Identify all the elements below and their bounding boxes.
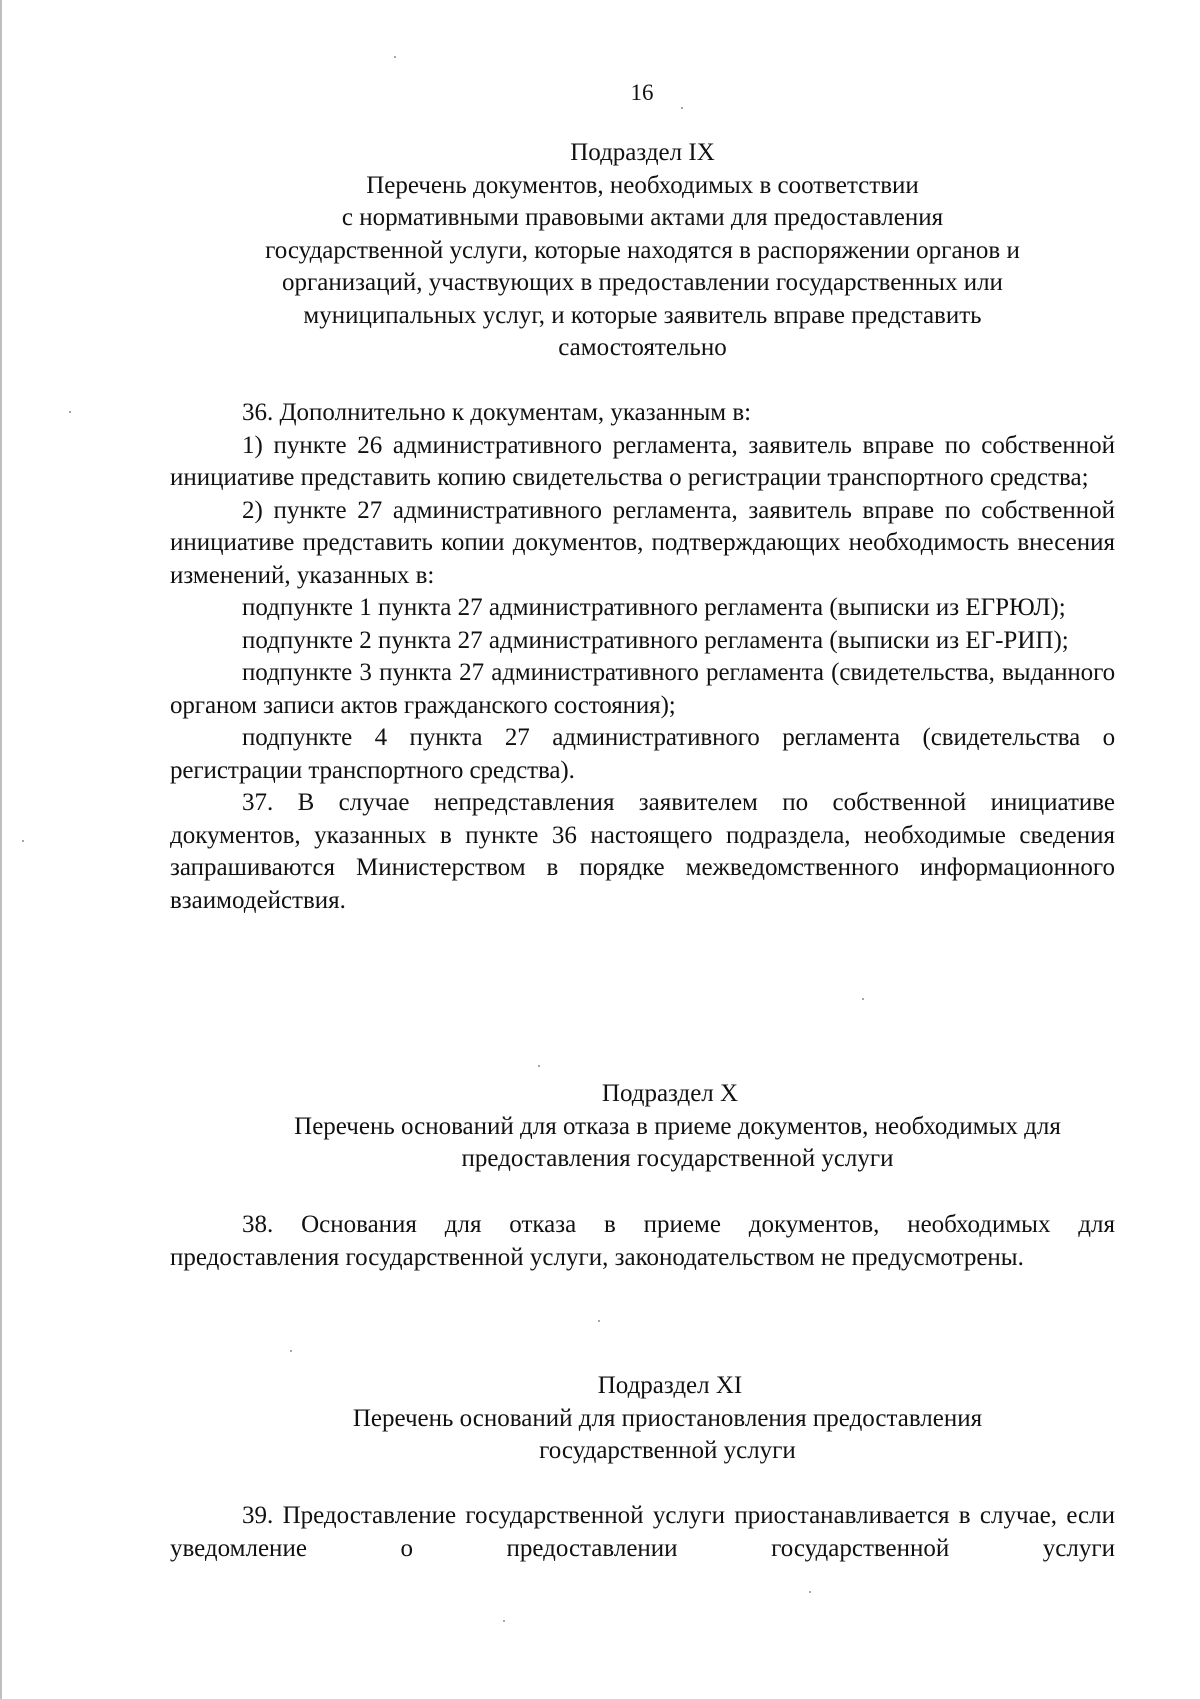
section-ix-title-line: муниципальных услуг, и которые заявитель вправе представить bbox=[303, 301, 982, 329]
section-x-label: Подраздел X bbox=[601, 1080, 739, 1107]
scan-speck bbox=[681, 107, 683, 109]
section-ix-title-line: самостоятельно bbox=[558, 334, 727, 361]
paragraph-36-item-2: 2) пункте 27 административного регламента, заявитель вправе по собственной инициативе представить копии документов, подтверждающих необходимость внесения изменений, указанных в: bbox=[170, 496, 1115, 589]
section-xi-label: Подраздел XI bbox=[597, 1372, 743, 1399]
subitem-4: подпункте 4 пункта 27 административного регламента (свидетельства о регистрации транспортного средства). bbox=[170, 724, 1115, 784]
section-x-heading bbox=[170, 1078, 1115, 1176]
section-x-title-line: предоставления государственной услуги bbox=[461, 1145, 894, 1172]
section-xi-title-line: государственной услуги bbox=[539, 1437, 796, 1464]
section-xi-heading bbox=[170, 1370, 1115, 1468]
paragraph-38: 38. Основания для отказа в приеме документов, необходимых для предоставления государственной услуги, законодательством не предусмотрены. bbox=[170, 1211, 1115, 1271]
scan-speck bbox=[290, 1350, 292, 1352]
scan-speck bbox=[22, 840, 24, 842]
section-xi-title-line: Перечень оснований для приостановления предоставления bbox=[352, 1404, 983, 1432]
section-ix-label: Подраздел IX bbox=[570, 139, 715, 166]
scan-edge bbox=[0, 0, 2, 1699]
subitem-2: подпункте 2 пункта 27 административного регламента (выписки из ЕГ-РИП); bbox=[242, 626, 1069, 654]
scan-speck bbox=[862, 998, 864, 1000]
scan-speck bbox=[809, 1591, 811, 1593]
scan-speck bbox=[69, 411, 71, 413]
paragraph-39: 39. Предоставление государственной услуги приостанавливается в случае, если уведомление о предоставлении государственной услуги bbox=[170, 1502, 1115, 1562]
section-ix-title-line: с нормативными правовыми актами для предоставления bbox=[341, 204, 944, 231]
paragraph-37: 37. В случае непредставления заявителем по собственной инициативе документов, указанных в пункте 36 настоящего подраздела, необходимые сведения запрашиваются Министерством в порядке межведомственного информационного взаимодействия. bbox=[170, 789, 1115, 914]
section-ix-heading bbox=[170, 137, 1115, 365]
subitem-3: подпункте 3 пункта 27 административного регламента (свидетельства, выданного органом записи актов гражданского состояния); bbox=[170, 659, 1115, 719]
paragraph-36-item-1: 1) пункте 26 административного регламента, заявитель вправе по собственной инициативе представить копию свидетельства о регистрации транспортного средства; bbox=[170, 431, 1115, 491]
page-number: 16 bbox=[630, 80, 654, 105]
subitem-1: подпункте 1 пункта 27 административного регламента (выписки из ЕГРЮЛ); bbox=[242, 594, 1066, 621]
section-ix-title-line: государственной услуги, которые находятся в распоряжении органов и bbox=[265, 236, 1020, 264]
paragraph-36: 36. Дополнительно к документам, указанным в: bbox=[242, 399, 752, 426]
section-ix-title-line: организаций, участвующих в предоставлении государственных или bbox=[282, 269, 1003, 296]
section-ix-title-line: Перечень документов, необходимых в соответствии bbox=[366, 171, 919, 199]
scan-speck bbox=[598, 1320, 600, 1322]
section-x-title-line: Перечень оснований для отказа в приеме документов, необходимых для bbox=[294, 1112, 1061, 1140]
scan-speck bbox=[394, 56, 396, 58]
scan-speck bbox=[503, 1620, 505, 1622]
section-ix-body bbox=[170, 397, 1115, 917]
scan-speck bbox=[538, 1065, 540, 1067]
section-x-body bbox=[170, 1209, 1115, 1274]
section-xi-body bbox=[170, 1500, 1115, 1565]
